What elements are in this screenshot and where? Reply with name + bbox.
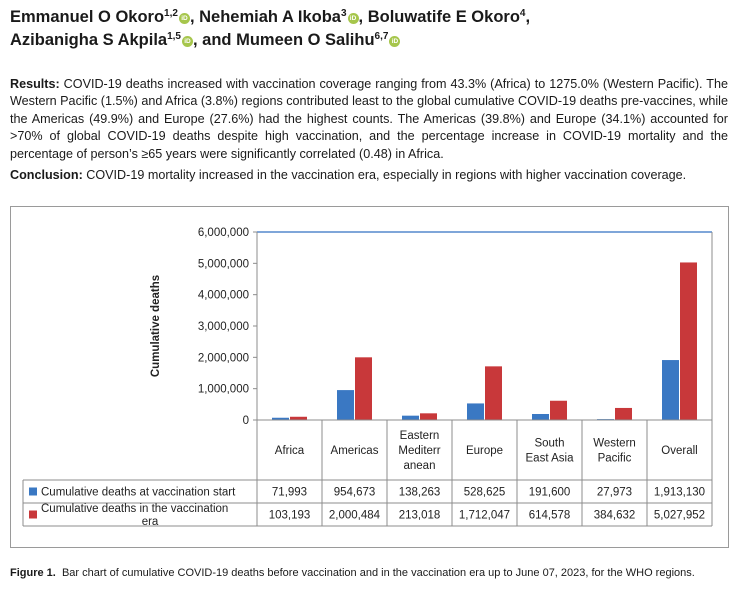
- conclusion-paragraph: [10, 167, 728, 184]
- bar: [615, 408, 632, 420]
- data-label: 5,027,952: [653, 509, 706, 522]
- abstract: [10, 76, 728, 188]
- x-tick-label: Overall: [661, 445, 698, 457]
- author-name[interactable]: Emmanuel O Okoro: [10, 8, 165, 26]
- bar: [337, 390, 354, 420]
- data-label: 1,712,047: [458, 509, 511, 522]
- author-affiliation: 1,5: [167, 31, 181, 42]
- author-separator: ,: [525, 8, 531, 26]
- data-label: 614,578: [528, 509, 571, 522]
- bar: [550, 401, 567, 420]
- conclusion-text: COVID-19 mortality increased in the vaccination era, especially in regions with higher vaccination coverage.: [86, 168, 687, 183]
- data-label: 213,018: [398, 509, 441, 522]
- author-list: [10, 6, 730, 52]
- bar: [662, 360, 679, 420]
- x-tick-label: anean: [403, 460, 436, 472]
- legend-label: Cumulative deaths at vaccination start: [41, 486, 236, 499]
- data-label: 103,193: [268, 509, 311, 522]
- data-label: 384,632: [593, 509, 636, 522]
- orcid-icon[interactable]: iD: [182, 36, 193, 47]
- author-name[interactable]: Nehemiah A Ikoba: [199, 8, 341, 26]
- conclusion-label: Conclusion:: [10, 168, 83, 183]
- results-label: Results:: [10, 77, 60, 91]
- legend-label: Cumulative deaths in the vaccination: [41, 503, 229, 515]
- figure-caption: [10, 566, 730, 580]
- bar: [420, 413, 437, 420]
- results-paragraph: [10, 76, 728, 163]
- author-affiliation: 4: [519, 8, 526, 19]
- x-tick-label: Africa: [274, 445, 305, 457]
- author-separator: ,: [358, 8, 364, 26]
- bar: [467, 403, 484, 420]
- x-tick-label: South: [534, 437, 565, 450]
- figure-frame: [10, 206, 729, 548]
- author-name[interactable]: Mumeen O Salihu: [236, 31, 375, 49]
- caption-text: Bar chart of cumulative COVID-19 deaths before vaccination and in the vaccination era up to June 07, 2023, for the WHO regions.: [61, 567, 695, 579]
- x-tick-label: Americas: [330, 445, 379, 457]
- bar: [355, 357, 372, 420]
- y-tick-label: 4,000,000: [197, 289, 249, 302]
- data-label: 954,673: [333, 486, 376, 499]
- data-label: 138,263: [398, 486, 441, 499]
- author-conjunction: , and: [193, 31, 232, 49]
- data-label: 191,600: [528, 486, 571, 499]
- orcid-icon[interactable]: iD: [389, 36, 400, 47]
- author-affiliation: 1,2: [164, 8, 178, 19]
- author-separator: ,: [189, 8, 195, 26]
- bar: [532, 414, 549, 420]
- orcid-icon[interactable]: iD: [179, 13, 190, 24]
- legend-label: era: [141, 516, 159, 528]
- bar: [680, 262, 697, 420]
- author-affiliation: 3: [340, 8, 347, 19]
- y-tick-label: 1,000,000: [197, 383, 249, 396]
- data-label: 27,973: [596, 486, 633, 499]
- data-label: 528,625: [463, 486, 506, 499]
- x-tick-label: Pacific: [597, 452, 632, 465]
- x-tick-label: East Asia: [525, 452, 574, 465]
- y-tick-label: 0: [242, 415, 249, 427]
- legend-key: [29, 511, 37, 519]
- author-name[interactable]: Boluwatife E Okoro: [367, 8, 520, 26]
- y-axis-title: Cumulative deaths: [150, 274, 162, 378]
- data-label: 2,000,484: [328, 509, 381, 522]
- author-name[interactable]: Azibanigha S Akpila: [10, 31, 168, 49]
- x-tick-label: Eastern: [399, 430, 440, 442]
- y-tick-label: 6,000,000: [197, 227, 249, 239]
- y-tick-label: 3,000,000: [197, 321, 249, 333]
- results-text: COVID-19 deaths increased with vaccination coverage ranging from 43.3% (Africa) to 1275.0% (Western Pacific). The Western Pacific (1.5%) and Africa (3.8%) regions contributed least to the global cumulative COVID-19 deaths pre-vaccines, while the Americas (49.9%) and Europe (27.6%) had the highest counts. The Americas (39.8%) and Europe (34.1%) accounted for >70% of global COVID-19 deaths despite high vaccination, and the percentage increase in COVID-19 mortality and the percentage of person’s ≥65 years were significantly correlated (0.48) in Africa.: [10, 77, 728, 161]
- bar: [485, 366, 502, 420]
- legend-key: [29, 488, 37, 496]
- x-tick-label: Western: [593, 437, 636, 450]
- data-label: 1,913,130: [653, 486, 706, 499]
- bar: [402, 416, 419, 420]
- y-tick-label: 5,000,000: [197, 258, 249, 271]
- y-tick-label: 2,000,000: [197, 352, 249, 365]
- bar-chart: [11, 207, 728, 547]
- author-affiliation: 6,7: [374, 31, 389, 42]
- caption-label: Figure 1.: [10, 567, 56, 579]
- x-tick-label: Mediterr: [398, 445, 441, 457]
- orcid-icon[interactable]: iD: [348, 13, 359, 24]
- x-tick-label: Europe: [465, 445, 504, 457]
- data-label: 71,993: [271, 486, 308, 499]
